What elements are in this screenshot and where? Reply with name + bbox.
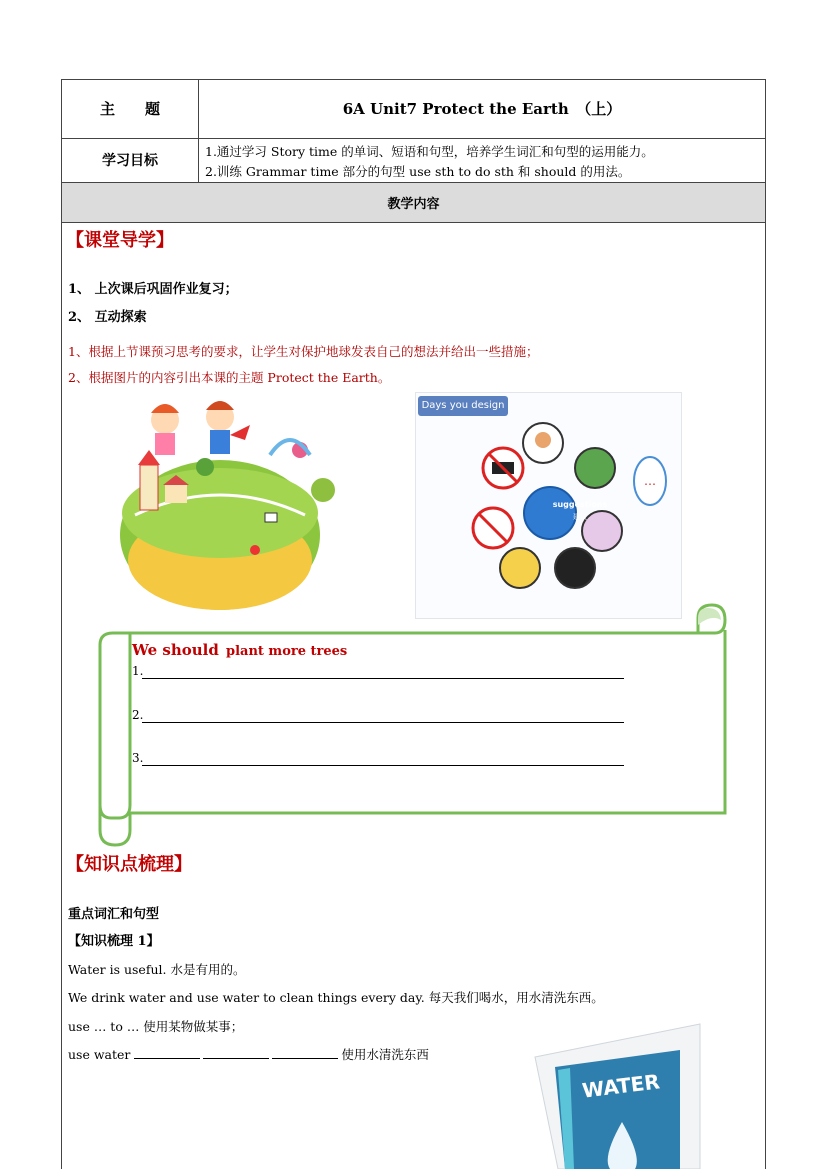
answer-line-2[interactable] bbox=[142, 722, 624, 723]
suggestions-center-sub: 建议 bbox=[573, 513, 587, 521]
exercise-blank-3[interactable] bbox=[272, 1046, 338, 1059]
knowledge-heading: 【知识点梳理】 bbox=[66, 854, 192, 875]
guide-step-2: 2、根据图片的内容引出本课的主题 Protect the Earth。 bbox=[68, 370, 391, 385]
objective-1: 1.通过学习 Story time 的单词、短语和句型，培养学生词汇和句型的运用能力。 bbox=[205, 144, 654, 159]
knowledge-section: 【知识梳理 1】 bbox=[68, 934, 160, 949]
scroll-lead: We should bbox=[132, 641, 219, 659]
guide-step-1: 1、根据上节课预习思考的要求，让学生对保护地球发表自己的想法并给出一些措施； bbox=[68, 344, 539, 359]
scroll-example: plant more trees bbox=[226, 644, 348, 659]
exercise-prefix: use water bbox=[68, 1047, 131, 1062]
answer-line-1[interactable] bbox=[142, 678, 624, 679]
exercise-blank-2[interactable] bbox=[203, 1046, 269, 1059]
exercise-suffix: 使用水清洗东西 bbox=[341, 1047, 429, 1062]
row-divider bbox=[61, 222, 766, 223]
answer-line-3[interactable] bbox=[142, 765, 624, 766]
knowledge-subheading: 重点词汇和句型 bbox=[68, 907, 160, 922]
guide-item-1: 1、 上次课后巩固作业复习； bbox=[68, 282, 238, 297]
content-label: 教学内容 bbox=[387, 197, 440, 212]
ellipsis-bubble: … bbox=[644, 474, 656, 488]
col-divider bbox=[198, 79, 199, 182]
sentence-3: use … to … 使用某物做某事； bbox=[68, 1019, 244, 1034]
guide-item-2: 2、 互动探索 bbox=[68, 310, 147, 325]
scroll-frame bbox=[95, 600, 730, 850]
objectives-label: 学习目标 bbox=[102, 153, 158, 169]
earth-kids-illustration bbox=[105, 395, 345, 610]
water-label: WATER bbox=[580, 1069, 661, 1103]
sentence-2: We drink water and use water to clean things every day. 每天我们喝水，用水清洗东西。 bbox=[68, 990, 604, 1005]
sentence-1: Water is useful. 水是有用的。 bbox=[68, 962, 246, 977]
scroll-line-label-3: 3. bbox=[132, 751, 144, 765]
scroll-line-label-1: 1. bbox=[132, 664, 144, 678]
topic-value: 6A Unit7 Protect the Earth （上） bbox=[342, 100, 622, 118]
topic-label: 主 题 bbox=[99, 100, 160, 118]
suggestions-center-label: suggestions bbox=[552, 500, 608, 509]
objective-2: 2.训练 Grammar time 部分的句型 use sth to do sth 和 should 的用法。 bbox=[205, 164, 631, 179]
scroll-line-label-2: 2. bbox=[132, 708, 144, 722]
exercise-blank-1[interactable] bbox=[134, 1046, 200, 1059]
guide-heading: 【课堂导学】 bbox=[66, 230, 174, 251]
days-design-banner: Days you design bbox=[418, 396, 508, 416]
row-divider bbox=[61, 138, 766, 139]
exercise-row bbox=[68, 1045, 429, 1063]
